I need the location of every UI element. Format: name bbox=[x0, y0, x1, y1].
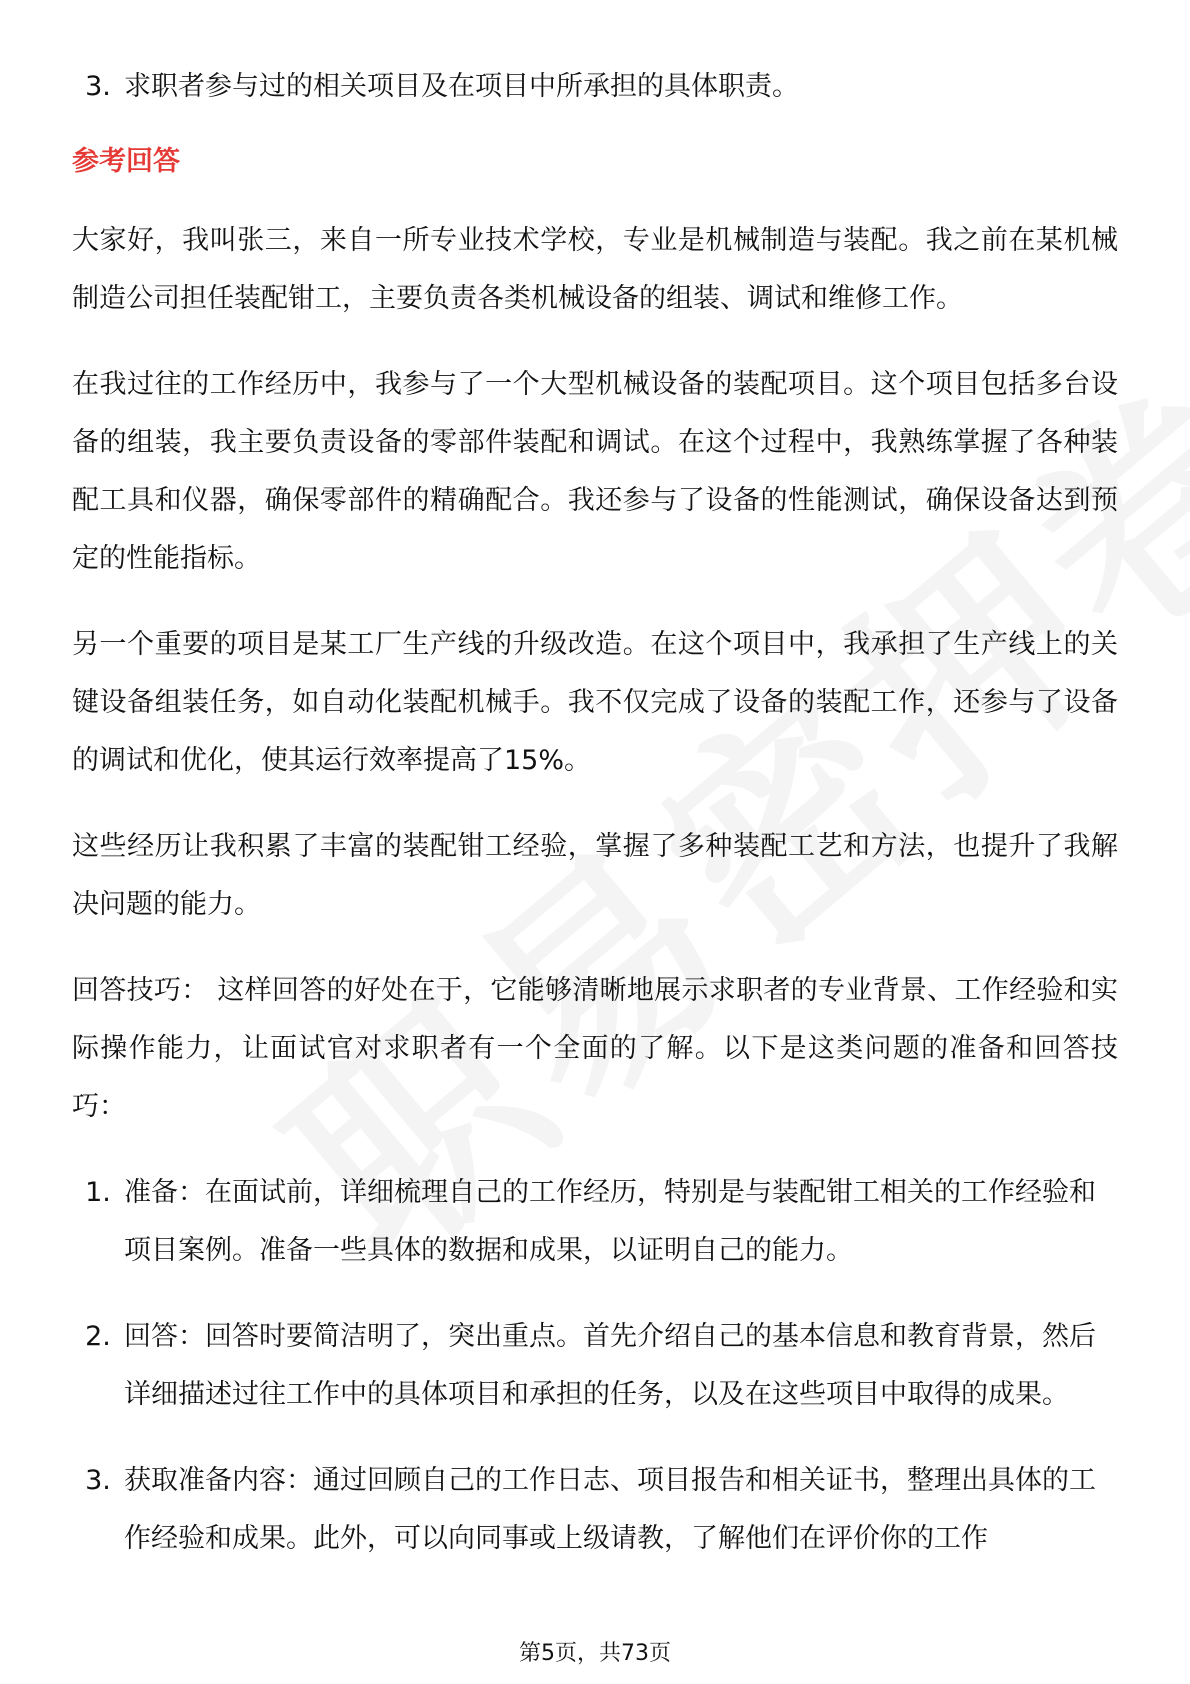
tips-list bbox=[72, 1164, 1118, 1568]
question-item bbox=[72, 58, 1118, 116]
item-number: 3. bbox=[85, 1465, 111, 1496]
page-footer: 第5页，共73页 bbox=[519, 1641, 671, 1666]
answer-heading: 参考回答 bbox=[72, 146, 180, 177]
list-item bbox=[72, 1452, 1118, 1568]
item-text: 求职者参与过的相关项目及在项目中所承担的具体职责。 bbox=[124, 71, 799, 102]
item-number: 1. bbox=[85, 1177, 111, 1208]
item-number: 2. bbox=[85, 1321, 111, 1352]
item-text: 准备：在面试前，详细梳理自己的工作经历，特别是与装配钳工相关的工作经验和项目案例。准备一些具体的数据和成果，以证明自己的能力。 bbox=[124, 1177, 1096, 1266]
paragraph-project-2: 另一个重要的项目是某工厂生产线的升级改造。在这个项目中，我承担了生产线上的关键设备组装任务，如自动化装配机械手。我不仅完成了设备的装配工作，还参与了设备的调试和优化，使其运行效率提高了15%。 bbox=[72, 629, 1118, 776]
paragraph-summary: 这些经历让我积累了丰富的装配钳工经验，掌握了多种装配工艺和方法，也提升了我解决问题的能力。 bbox=[72, 831, 1118, 920]
paragraph-tips-intro: 回答技巧： 这样回答的好处在于，它能够清晰地展示求职者的专业背景、工作经验和实际操作能力，让面试官对求职者有一个全面的了解。以下是这类问题的准备和回答技巧： bbox=[72, 975, 1118, 1122]
paragraph-intro: 大家好，我叫张三，来自一所专业技术学校，专业是机械制造与装配。我之前在某机械制造公司担任装配钳工，主要负责各类机械设备的组装、调试和维修工作。 bbox=[72, 225, 1118, 314]
paragraph-project-1: 在我过往的工作经历中，我参与了一个大型机械设备的装配项目。这个项目包括多台设备的组装，我主要负责设备的零部件装配和调试。在这个过程中，我熟练掌握了各种装配工具和仪器，确保零部件的精确配合。我还参与了设备的性能测试，确保设备达到预定的性能指标。 bbox=[72, 369, 1118, 574]
item-number: 3. bbox=[85, 71, 111, 102]
list-item bbox=[72, 1308, 1118, 1424]
item-text: 获取准备内容：通过回顾自己的工作日志、项目报告和相关证书，整理出具体的工作经验和成果。此外，可以向同事或上级请教，了解他们在评价你的工作 bbox=[124, 1465, 1096, 1554]
list-item bbox=[72, 1164, 1118, 1280]
document-content bbox=[72, 58, 1118, 1596]
item-text: 回答：回答时要简洁明了，突出重点。首先介绍自己的基本信息和教育背景，然后详细描述过往工作中的具体项目和承担的任务，以及在这些项目中取得的成果。 bbox=[124, 1321, 1096, 1410]
